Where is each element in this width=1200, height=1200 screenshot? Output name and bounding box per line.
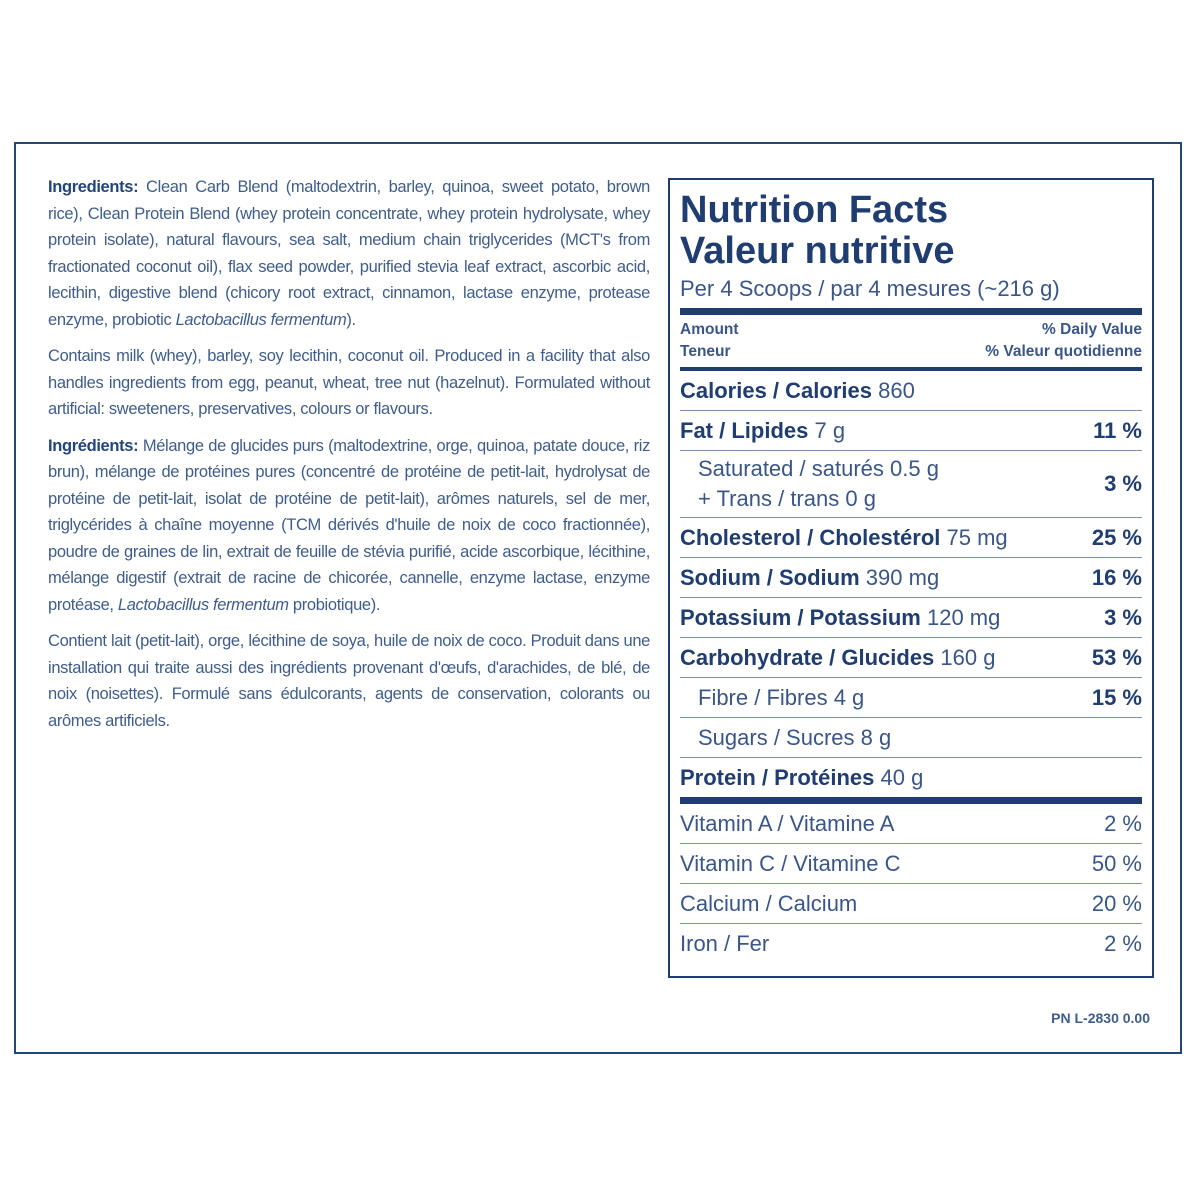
nutrition-title-en: Nutrition Facts: [680, 189, 949, 231]
sugars-label: Sugars / Sucres 8 g: [698, 724, 892, 750]
protein-label-group: [680, 765, 923, 791]
potassium-label: Potassium / Potassium: [680, 604, 921, 630]
daily-value-labels: [985, 319, 1142, 363]
iron-row: [680, 924, 1142, 963]
carbohydrate-label-group: [680, 645, 995, 671]
carbohydrate-amount: 160 g: [940, 644, 996, 670]
iron-label: Iron / Fer: [680, 930, 770, 956]
ingredients-en-body: Clean Carb Blend (maltodextrin, barley, quinoa, sweet potato, brown rice), Clean Protein Blend (whey protein concentrate, whey protein hydrolysate, whey protein isolate), natural flavours, sea salt, medium chain triglycerides (MCT's from fractionated coconut oil), flax seed powder, purified stevia leaf extract, ascorbic acid, lecithin, digestive blend (chicory root extract, cinnamon, lactase enzyme, protease enzyme, probiotic: [48, 178, 650, 329]
ingredients-fr-body: Mélange de glucides purs (maltodextrine, orge, quinoa, patate douce, riz brun), mélange de protéines pures (concentré de protéine de petit-lait, hydrolysat de protéine de petit-lait, isolat de protéine de petit-lait), arômes naturels, sel de mer, triglycérides à chaîne moyenne (TCM dérivés d'huile de noix de coco fractionnée), poudre de graines de lin, extrait de feuille de stévia purifié, acide ascorbique, lécithine, mélange digestif (extrait de racine de chicorée, cannelle, enzyme lactase, enzyme protéase,: [48, 436, 650, 614]
contains-fr: Contient lait (petit-lait), orge, lécithine de soya, huile de noix de coco. Produit dans une installation qui traite aussi des ingrédients provenant d'œufs, d'arachides, de blé, de noix (noisettes). Formulé sans édulcorants, agents de conservation, colorants ou arômes artificiels.: [48, 632, 650, 730]
saturated-trans-label: [680, 454, 939, 514]
fibre-label: Fibre / Fibres 4 g: [698, 684, 865, 710]
potassium-label-group: [680, 605, 1000, 631]
saturated-trans-row: [680, 451, 1142, 518]
carbohydrate-row: [680, 638, 1142, 678]
vitamin-c-row: [680, 844, 1142, 884]
saturated-pct: 3 %: [1104, 471, 1142, 496]
ingredients-en-italic: Lactobacillus fermentum: [175, 310, 347, 329]
cholesterol-label-group: [680, 525, 1008, 551]
protein-row: [680, 758, 1142, 804]
cholesterol-amount: 75 mg: [946, 524, 1008, 550]
iron-pct: 2 %: [1104, 930, 1142, 956]
fat-row: [680, 411, 1142, 451]
ingredients-en-heading: Ingredients:: [48, 178, 139, 196]
calcium-pct: 20 %: [1091, 890, 1142, 916]
fat-pct: 11 %: [1093, 417, 1142, 443]
amount-fr: Teneur: [680, 343, 731, 360]
vitamin-a-row: [680, 804, 1142, 844]
sodium-row: [680, 558, 1142, 598]
calories-value: 860: [878, 377, 915, 403]
ingredients-fr-tail: probiotique).: [288, 595, 381, 614]
saturated-line: Saturated / saturés 0.5 g: [698, 456, 939, 481]
cholesterol-label: Cholesterol / Cholestérol: [680, 524, 941, 550]
ingredients-en-tail: ).: [346, 310, 356, 329]
ingredients-en: [48, 174, 650, 333]
calcium-label: Calcium / Calcium: [680, 890, 858, 916]
daily-value-fr: % Valeur quotidienne: [985, 343, 1142, 360]
sodium-label-group: [680, 565, 939, 591]
calcium-row: [680, 884, 1142, 924]
fat-amount: 7 g: [814, 417, 846, 443]
ingredients-fr-italic: Lactobacillus fermentum: [117, 595, 289, 614]
vitamin-c-label: Vitamin C / Vitamine C: [680, 850, 901, 876]
calories-label: Calories / Calories: [680, 377, 872, 403]
vitamin-a-label: Vitamin A / Vitamine A: [680, 810, 895, 836]
label-panel: [14, 142, 1182, 1054]
cholesterol-pct: 25 %: [1091, 524, 1142, 550]
fibre-pct: 15 %: [1091, 684, 1142, 710]
calories-row: [680, 371, 1142, 411]
sodium-label: Sodium / Sodium: [680, 564, 860, 590]
calories-label-group: [680, 378, 915, 404]
ingredients-fr-heading: Ingrédients:: [48, 436, 139, 455]
sodium-amount: 390 mg: [865, 564, 940, 590]
sodium-pct: 16 %: [1091, 564, 1142, 590]
potassium-pct: 3 %: [1104, 604, 1142, 630]
carbohydrate-label: Carbohydrate / Glucides: [680, 644, 935, 670]
contains-en: Contains milk (whey), barley, soy lecithin, coconut oil. Produced in a facility that also handles ingredients from egg, peanut, wheat, tree nut (hazelnut). Formulated without artificial: sweeteners, preservatives, colours or flavours.: [48, 347, 650, 418]
ingredients-column: [48, 174, 650, 744]
ingredients-fr: [48, 433, 650, 619]
nutrition-title-fr: Valeur nutritive: [680, 230, 955, 272]
potassium-row: [680, 598, 1142, 638]
potassium-amount: 120 mg: [926, 604, 1001, 630]
fat-label: Fat / Lipides: [680, 417, 809, 443]
cholesterol-row: [680, 518, 1142, 558]
amount-en: Amount: [680, 321, 739, 338]
serving-size: Per 4 Scoops / par 4 mesures (~216 g): [680, 274, 1142, 315]
daily-value-en: % Daily Value: [1042, 321, 1142, 338]
vitamin-a-pct: 2 %: [1104, 810, 1142, 836]
amount-header: [680, 315, 1142, 371]
nutrition-facts-table: [668, 178, 1154, 978]
protein-amount: 40 g: [880, 764, 924, 790]
carbohydrate-pct: 53 %: [1091, 644, 1142, 670]
sugars-row: [680, 718, 1142, 758]
vitamin-c-pct: 50 %: [1091, 850, 1142, 876]
fat-label-group: [680, 418, 845, 444]
part-number: PN L-2830 0.00: [1051, 1010, 1150, 1026]
trans-line: + Trans / trans 0 g: [698, 486, 876, 511]
protein-label: Protein / Protéines: [680, 764, 875, 790]
fibre-row: [680, 678, 1142, 718]
amount-labels: [680, 319, 739, 363]
